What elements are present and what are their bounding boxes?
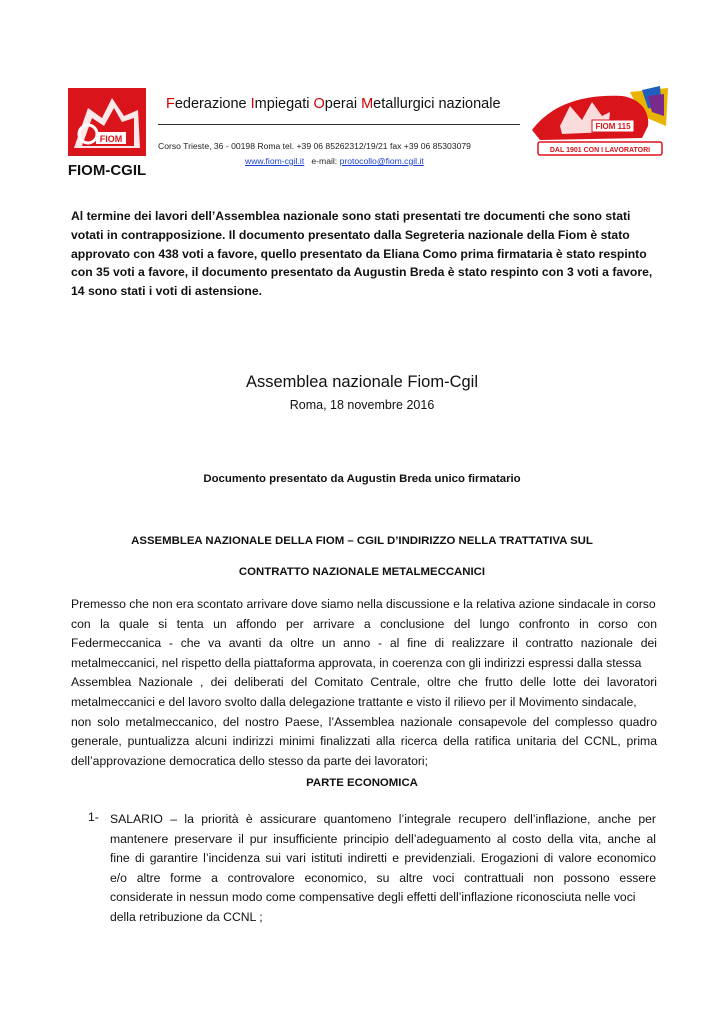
paragraph-line: generale, puntualizza alcuni indirizzi minimi finalizzati alla ricerca della ratifica unitaria del CCNL, prima <box>71 734 657 749</box>
paragraph-line: metalmeccanici, nel rispetto della piattaforma approvata, in coerenza con gli indirizzi espressi dalla stessa <box>71 655 642 670</box>
intro-paragraph: Al termine dei lavori dell’Assemblea nazionale sono stati presentati tre documenti che sono stati votati in contrapposizione. Il documento presentato dalla Segreteria nazionale della Fiom è stato approvato con 438 voti a favore, quello presentato da Eliana Como prima firmataria è stato respinto con 35 voti a favore, il documento presentato da Augustin Breda è stato respinto con 3 voti a favore, 14 sono stati i voti di astensione. <box>71 209 653 299</box>
document-subtitle: Roma, 18 novembre 2016 <box>289 398 435 412</box>
item-line: SALARIO – la priorità è assicurare quantomeno l’integrale recupero dell’inflazione, anche per <box>110 812 656 826</box>
paragraph-line: non solo metalmeccanico, del nostro Paese, l’Assemblea nazionale consapevole del complesso quadro <box>71 714 657 729</box>
title-part-3: Operai <box>313 96 362 112</box>
main-paragraph <box>71 595 657 771</box>
heading-assembly: ASSEMBLEA NAZIONALE DELLA FIOM – CGIL D’INDIRIZZO NELLA TRATTATIVA SUL <box>131 535 593 547</box>
item-line: e/o altre forme a controvalore economico, su altre voci contrattuali non possono essere <box>110 870 656 885</box>
header-contacts <box>245 156 424 166</box>
item-line: della retribuzione da CCNL ; <box>110 909 263 924</box>
heading-contract: CONTRATTO NAZIONALE METALMECCANICI <box>238 566 486 578</box>
logo-right-badge: FIOM 115 <box>595 122 631 131</box>
title-part-2: Impiegati <box>250 96 314 112</box>
fiom-cgil-logo <box>68 88 146 180</box>
item-line: considerate in nessun modo come compensative degli effetti dell’inflazione riconosciuta nelle voci <box>110 890 636 905</box>
paragraph-line: dell’approvazione democratica dello stesso da parte dei lavoratori; <box>71 753 429 768</box>
logo-left-badge: FIOM <box>99 134 123 144</box>
paragraph-line: con la quale si tenta un affondo per arrivare a conclusione del lungo confronto in corso con <box>71 616 657 631</box>
paragraph-line: Premesso che non era scontato arrivare dove siamo nella discussione e la relativa azione sindacale in corso <box>71 597 656 611</box>
document-author-note: Documento presentato da Augustin Breda unico firmatario <box>203 473 521 485</box>
item-line: mantenere preservare il pur insufficiente principio dell’adeguamento al costo della vita, anche al <box>110 831 656 846</box>
document-title: Assemblea nazionale Fiom-Cgil <box>245 373 478 391</box>
list-item-number: 1- <box>88 810 99 824</box>
website-link[interactable]: www.fiom-cgil.it <box>245 156 305 166</box>
item-line: fine di garantire l’incidenza sui vari istituti indiretti e previdenziali. Erogazioni di valore economico <box>110 851 656 866</box>
title-part-4: Metallurgici nazionale <box>361 96 501 112</box>
list-item <box>110 810 656 928</box>
paragraph-line: Federmeccanica - che va avanti da oltre un anno - al fine di realizzare il contratto nazionale dei <box>71 636 657 651</box>
fiom-115-logo <box>530 86 670 160</box>
header-divider <box>158 124 520 125</box>
section-title: PARTE ECONOMICA <box>306 777 418 789</box>
logo-right-ribbon: DAL 1901 CON I LAVORATORI <box>549 147 651 154</box>
email-label: e-mail: <box>311 156 338 166</box>
paragraph-line: metalmeccanici e del lavoro svolto dalla delegazione trattante e visto il rilievo per il Movimento sindacale, <box>71 694 637 709</box>
paragraph-line: Assemblea Nazionale , dei deliberati del Comitato Centrale, oltre che frutto delle lotte dei lavoratori <box>71 675 657 690</box>
email-link[interactable]: protocollo@fiom.cgil.it <box>339 156 424 166</box>
header-address: Corso Trieste, 36 - 00198 Roma tel. +39 06 85262312/19/21 fax +39 06 85303079 <box>158 141 471 151</box>
organization-title <box>166 96 501 112</box>
title-part-1: Federazione <box>166 96 251 112</box>
logo-left-text: FIOM-CGIL <box>68 162 146 179</box>
